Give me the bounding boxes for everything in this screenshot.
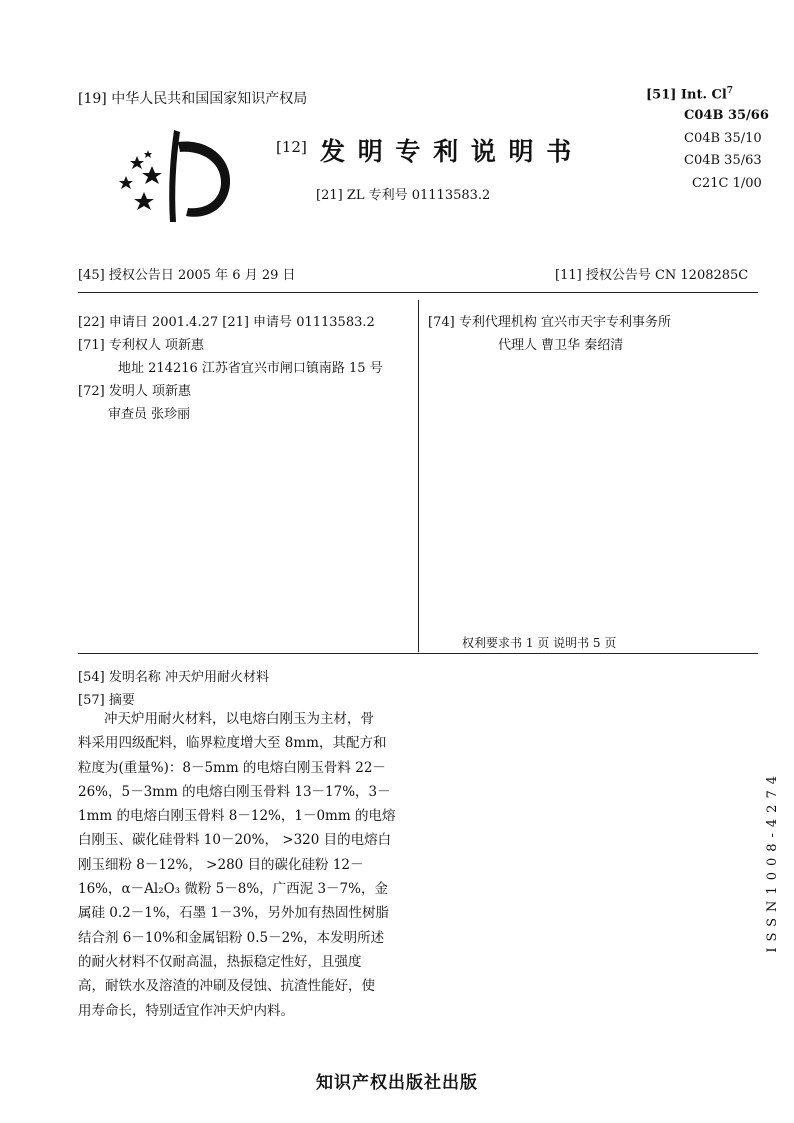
doc-type-title: 发 明 专 利 说 明 书 [320, 137, 574, 166]
abstract-line: 刚玉细粉 8－12%， >280 目的碳化硅粉 12－ [78, 856, 364, 873]
int-cl-label: [51] Int. Cl$^7$ [646, 86, 734, 103]
abstract-label: [57] 摘要 [78, 693, 135, 708]
abstract-line: 16%，α－Al₂O₃ 微粉 5－8%，广西泥 3－7%，金 [78, 881, 388, 898]
abstract-line: 属硅 0.2－1%，石墨 1－3%，另外加有热固性树脂 [78, 905, 389, 922]
abstract-line: 26%，5－3mm 的电熔白刚玉骨料 13－17%，3－ [78, 783, 391, 800]
column-divider [418, 300, 419, 652]
int-cl-class: C21C 1/00 [692, 176, 762, 191]
announcement-date: [45] 授权公告日 2005 年 6 月 29 日 [78, 268, 296, 283]
int-cl-class: C04B 35/66 [684, 108, 769, 123]
logo-star-5 [134, 192, 154, 210]
announcement-number: [11] 授权公告号 CN 1208285C [555, 268, 749, 283]
int-cl-class: C04B 35/63 [684, 153, 762, 168]
examiner: 审查员 张珍丽 [108, 407, 191, 422]
invention-title: [54] 发明名称 冲天炉用耐火材料 [78, 670, 269, 685]
abstract-line: 冲天炉用耐火材料，以电熔白刚玉为主材，骨 [104, 711, 374, 727]
application-info: [22] 申请日 2001.4.27 [21] 申请号 01113583.2 [78, 315, 375, 330]
abstract-body [78, 707, 408, 1023]
office-name: [19] 中华人民共和国国家知识产权局 [78, 91, 308, 107]
patent-number: [21] ZL 专利号 01113583.2 [316, 188, 491, 203]
abstract-line: 粒度为(重量%)：8－5mm 的电熔白刚玉骨料 22－ [78, 759, 386, 776]
logo-star-4 [144, 150, 152, 158]
top-rule [78, 292, 758, 293]
abstract-line: 结合剂 6－10%和金属铝粉 0.5－2%，本发明所述 [78, 929, 385, 946]
sipo-logo-icon [110, 128, 240, 224]
middle-rule [78, 653, 758, 654]
abstract-line: 用寿命长，特别适宜作冲天炉内料。 [78, 1002, 294, 1019]
abstract-line: 1mm 的电熔白刚玉骨料 8－12%，1－0mm 的电熔 [78, 808, 396, 825]
address: 地址 214216 江苏省宜兴市闸口镇南路 15 号 [118, 361, 383, 376]
logo-arc [178, 141, 230, 216]
abstract-line: 料采用四级配料，临界粒度增大至 8mm，其配方和 [78, 735, 387, 752]
int-cl-class: C04B 35/10 [684, 131, 762, 146]
abstract-line: 白刚玉、碳化硅骨料 10－20%， >320 目的电熔白 [78, 832, 392, 849]
publisher: 知识产权出版社出版 [316, 1073, 478, 1093]
issn-number: ISSN1008-4274 [765, 770, 780, 953]
patent-agent: 代理人 曹卫华 秦绍清 [498, 338, 624, 353]
page-count: 权利要求书 1 页 说明书 5 页 [462, 636, 617, 650]
patentee: [71] 专利权人 项新惠 [78, 338, 204, 353]
patent-agency: [74] 专利代理机构 宜兴市天宇专利事务所 [428, 315, 671, 330]
logo-star-1 [130, 156, 144, 169]
doc-type-code: [12] [276, 138, 307, 156]
logo-star-2 [142, 166, 162, 184]
inventor: [72] 发明人 项新惠 [78, 384, 191, 399]
abstract-line: 高，耐铁水及溶渣的冲刷及侵蚀、抗渣性能好，使 [78, 978, 375, 995]
logo-star-3 [119, 176, 133, 189]
abstract-line: 的耐火材料不仅耐高温，热振稳定性好，且强度 [78, 953, 362, 970]
